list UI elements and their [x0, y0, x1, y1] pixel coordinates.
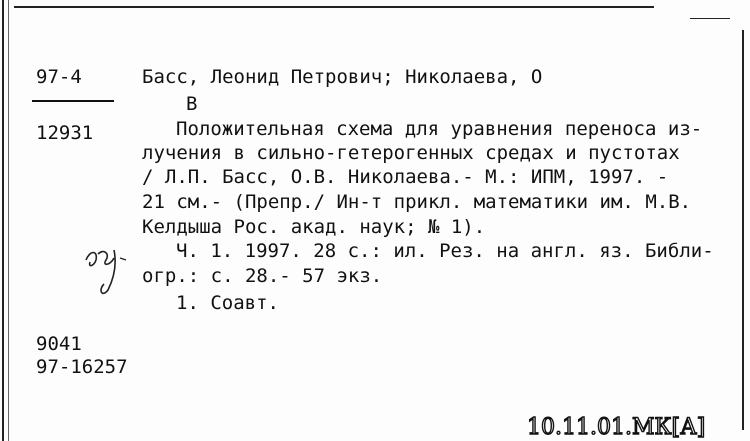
- description-line: лучения в сильно-гетерогенных средах и пустотах: [142, 142, 680, 164]
- card-left-edge: [2, 0, 4, 441]
- order-number: 97-16257: [36, 356, 128, 378]
- card-top-edge-mark: [690, 18, 730, 19]
- card-top-edge: [14, 6, 654, 8]
- author-line: Басс, Леонид Петрович; Николаева, О: [142, 66, 543, 88]
- description-line: огр.: с. 28.- 57 экз.: [142, 265, 383, 287]
- author-initial: В: [186, 93, 198, 115]
- card-left-edge-inner: [8, 0, 9, 441]
- inventory-number: 12931: [36, 122, 94, 144]
- card-right-edge: [742, 30, 744, 430]
- call-number-rule: [32, 100, 114, 102]
- description-line: 21 см.- (Препр./ Ин-т прикл. математики им. М.В.: [142, 191, 692, 213]
- description-line: Ч. 1. 1997. 28 с.: ил. Рез. на англ. яз. Библи-: [176, 240, 714, 262]
- svg-text:10.11.01.МК[А]: 10.11.01.МК[А]: [527, 415, 706, 440]
- description-line: Положительная схема для уравнения переноса из-: [176, 118, 703, 140]
- subject-heading: 1. Соавт.: [176, 292, 279, 314]
- handwritten-date: [525, 412, 735, 440]
- description-line: Келдыша Рос. акад. наук; № 1).: [142, 216, 486, 238]
- handwritten-mark: [80, 240, 130, 300]
- call-number: 97-4: [36, 66, 82, 88]
- description-line: / Л.П. Басс, О.В. Николаева.- М.: ИПМ, 1997. -: [142, 166, 669, 188]
- registration-number: 9041: [36, 333, 82, 355]
